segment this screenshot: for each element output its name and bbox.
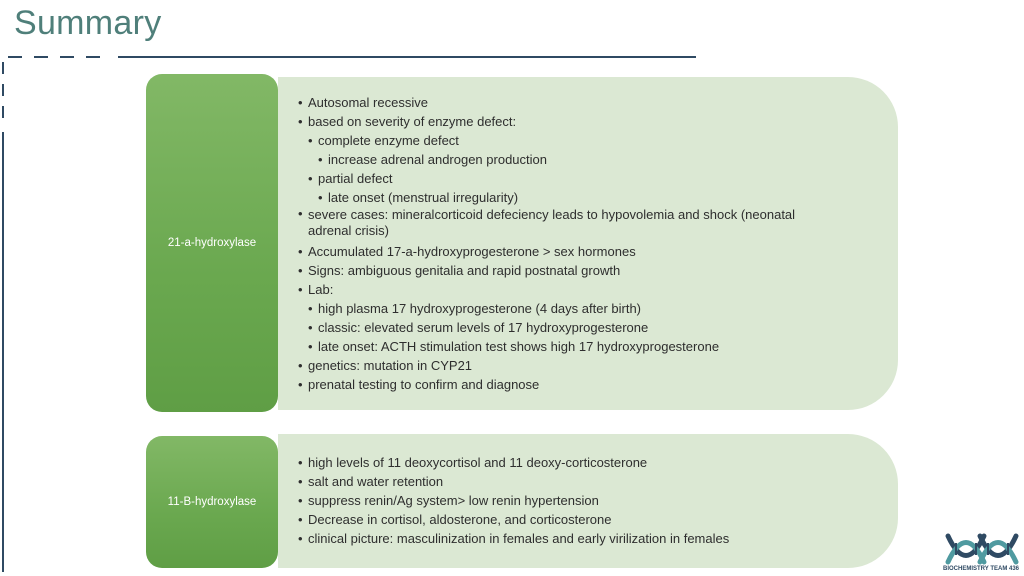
bullet-item: • severe cases: mineralcorticoid defeciency leads to hypovolemia and shock (neonatal adrenal crisis) [298,207,828,239]
bullet-item: • late onset: ACTH stimulation test shows high 17 hydroxyprogesterone [308,337,878,356]
title-rule-dash [34,56,48,58]
dna-helix-icon [940,532,1022,566]
team-logo [940,532,1022,576]
bullet-item: • partial defect [308,169,878,188]
bullet-item: • salt and water retention [298,472,878,491]
bullet-item: • high plasma 17 hydroxyprogesterone (4 days after birth) [308,299,878,318]
section-panel-11-b-hydroxylase [278,434,898,568]
bullet-item: • suppress renin/Ag system> low renin hypertension [298,491,878,510]
section-tab-21-a-hydroxylase [146,74,278,412]
section-label: 21-a-hydroxylase [167,237,257,249]
logo-caption: BIOCHEMISTRY TEAM 436 [942,566,1019,572]
bullet-item: • Lab: [298,280,878,299]
side-rule-dash [2,84,4,96]
bullet-list [298,453,878,548]
section-tab-11-b-hydroxylase [146,436,278,568]
section-label: 11-B-hydroxylase [167,496,257,508]
title-rule-dash [60,56,74,58]
section-panel-21-a-hydroxylase [278,77,898,410]
title-rule-dash [8,56,22,58]
side-rule [2,132,4,572]
bullet-item: • high levels of 11 deoxycortisol and 11 deoxy-corticosterone [298,453,878,472]
slide-title: Summary [14,4,162,42]
bullet-item: • clinical picture: masculinization in females and early virilization in females [298,529,878,548]
bullet-item: • classic: elevated serum levels of 17 hydroxyprogesterone [308,318,878,337]
bullet-item: • Accumulated 17-a-hydroxyprogesterone > sex hormones [298,242,878,261]
title-rule-dash [86,56,100,58]
bullet-item: • late onset (menstrual irregularity) [318,188,878,207]
bullet-item: • Signs: ambiguous genitalia and rapid postnatal growth [298,261,878,280]
title-rule [118,56,696,58]
bullet-item: • increase adrenal androgen production [318,150,878,169]
bullet-item: • Autosomal recessive [298,93,878,112]
bullet-item: • based on severity of enzyme defect: [298,112,878,131]
bullet-item: • Decrease in cortisol, aldosterone, and corticosterone [298,510,878,529]
side-rule-dash [2,106,4,118]
bullet-item: • genetics: mutation in CYP21 [298,356,878,375]
side-rule-dash [2,62,4,74]
bullet-list [298,93,878,394]
bullet-item: • complete enzyme defect [308,131,878,150]
bullet-item: • prenatal testing to confirm and diagnose [298,375,878,394]
